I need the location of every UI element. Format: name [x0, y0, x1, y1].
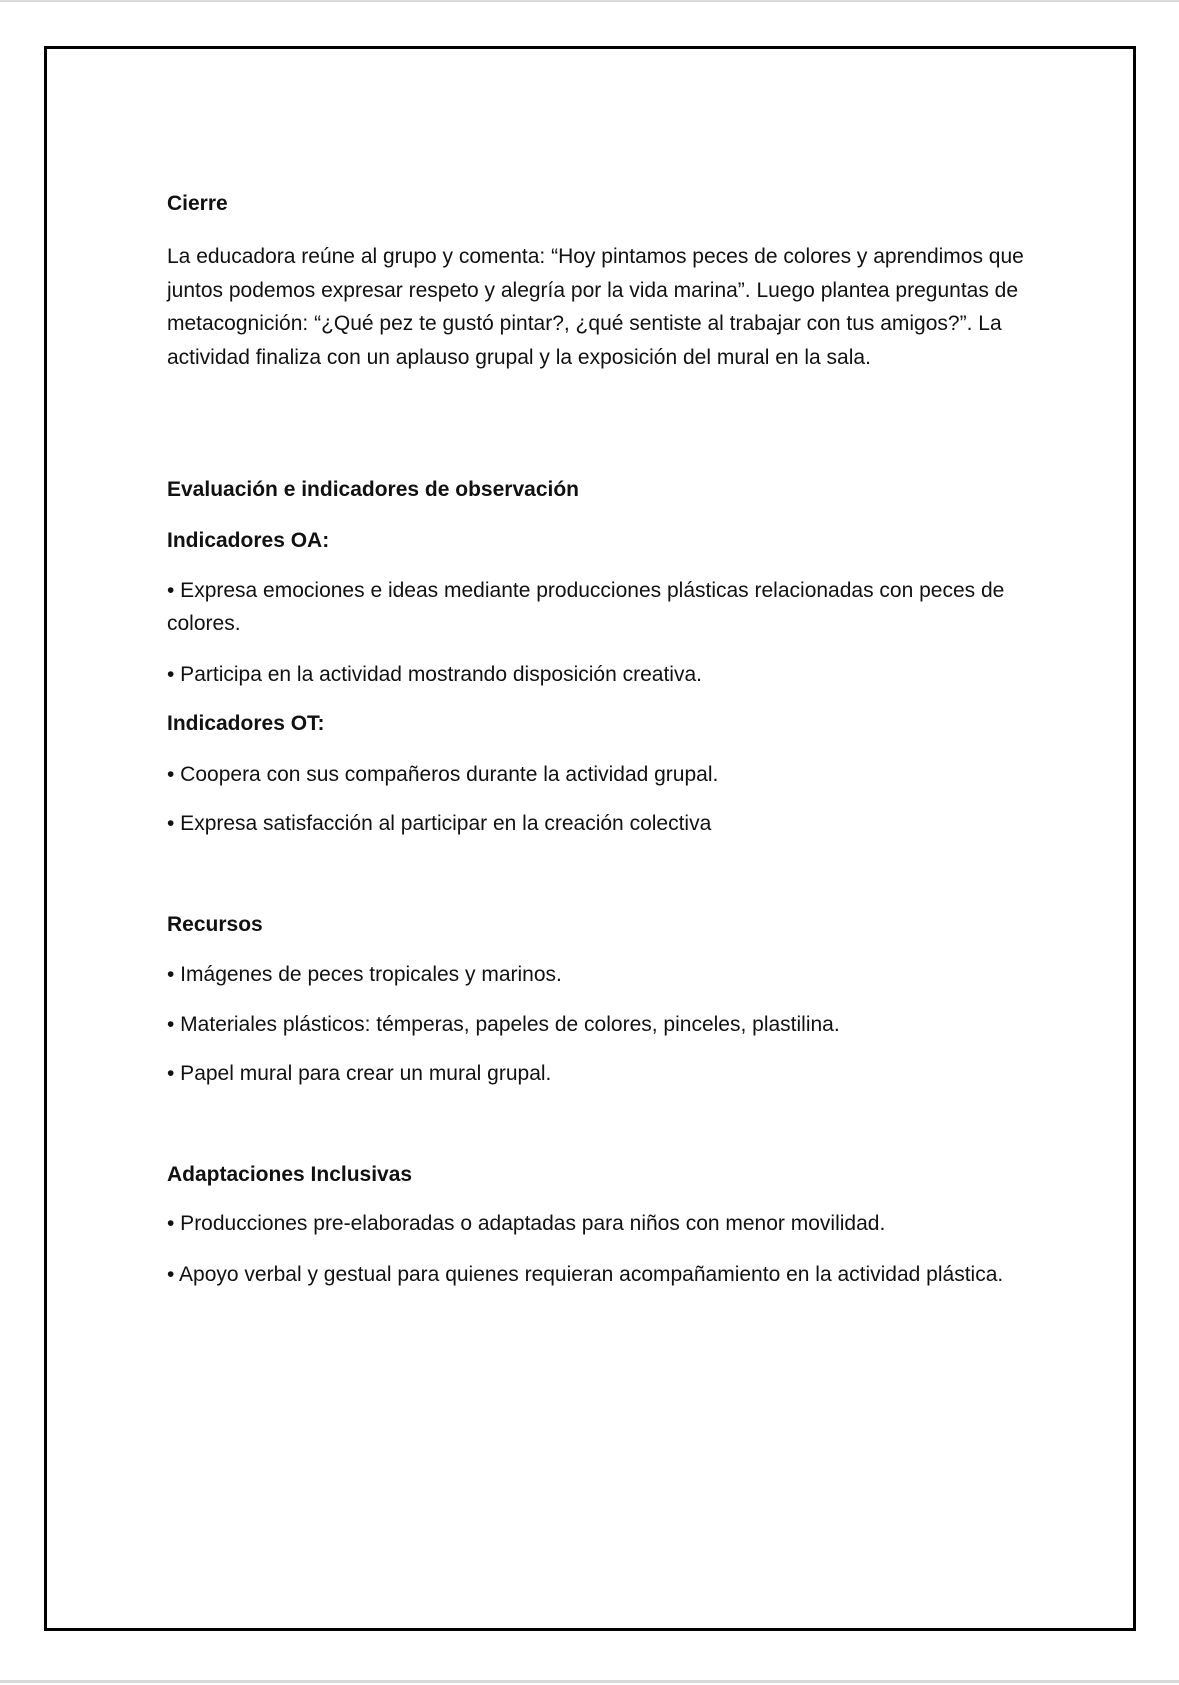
section-recursos	[167, 911, 1027, 939]
ot-item-1-block	[167, 758, 1027, 791]
oa-item-1-block	[167, 574, 1027, 640]
adaptaciones-item-2-block	[167, 1258, 1027, 1291]
recursos-item-3-block	[167, 1057, 1027, 1090]
list-item: • Materiales plásticos: témperas, papeles de colores, pinceles, plastilina.	[167, 1013, 840, 1036]
adaptaciones-item-1-block	[167, 1207, 1027, 1240]
section-heading-cierre: Cierre	[167, 192, 228, 215]
cierre-paragraph: La educadora reúne al grupo y comenta: “Hoy pintamos peces de colores y aprendimos que juntos podemos expresar respeto y alegría por la vida marina”. Luego plantea preguntas de metacognición: “¿Qué pez te gustó pintar?, ¿qué sentiste al trabajar con tus amigos?”. La actividad finaliza con un aplauso grupal y la exposición del mural en la sala.	[167, 245, 1024, 369]
top-divider	[0, 0, 1179, 2]
ot-heading-block	[167, 710, 1027, 738]
list-item: • Expresa satisfacción al participar en la creación colectiva	[167, 812, 712, 835]
section-evaluacion	[167, 476, 1027, 504]
list-item: • Participa en la actividad mostrando disposición creativa.	[167, 663, 702, 686]
subheading-indicadores-oa: Indicadores OA:	[167, 529, 330, 552]
section-heading-adaptaciones: Adaptaciones Inclusivas	[167, 1163, 413, 1186]
cierre-paragraph-block	[167, 240, 1027, 374]
section-cierre	[167, 190, 1027, 218]
list-item: • Producciones pre-elaboradas o adaptadas para niños con menor movilidad.	[167, 1212, 886, 1235]
bottom-divider	[0, 1680, 1179, 1683]
oa-item-2-block	[167, 658, 1027, 691]
subheading-indicadores-ot: Indicadores OT:	[167, 712, 325, 735]
list-item: • Papel mural para crear un mural grupal.	[167, 1062, 552, 1085]
section-heading-evaluacion: Evaluación e indicadores de observación	[167, 478, 579, 501]
list-item: • Apoyo verbal y gestual para quienes requieran acompañamiento en la actividad plástica.	[167, 1263, 1004, 1286]
section-heading-recursos: Recursos	[167, 913, 263, 936]
recursos-item-1-block	[167, 958, 1027, 991]
list-item: • Imágenes de peces tropicales y marinos.	[167, 963, 562, 986]
list-item: • Coopera con sus compañeros durante la actividad grupal.	[167, 763, 719, 786]
section-adaptaciones	[167, 1161, 1027, 1189]
list-item: • Expresa emociones e ideas mediante producciones plásticas relacionadas con peces de colores.	[167, 579, 1005, 635]
ot-item-2-block	[167, 807, 1027, 840]
recursos-item-2-block	[167, 1008, 1027, 1041]
oa-heading-block	[167, 527, 1027, 555]
